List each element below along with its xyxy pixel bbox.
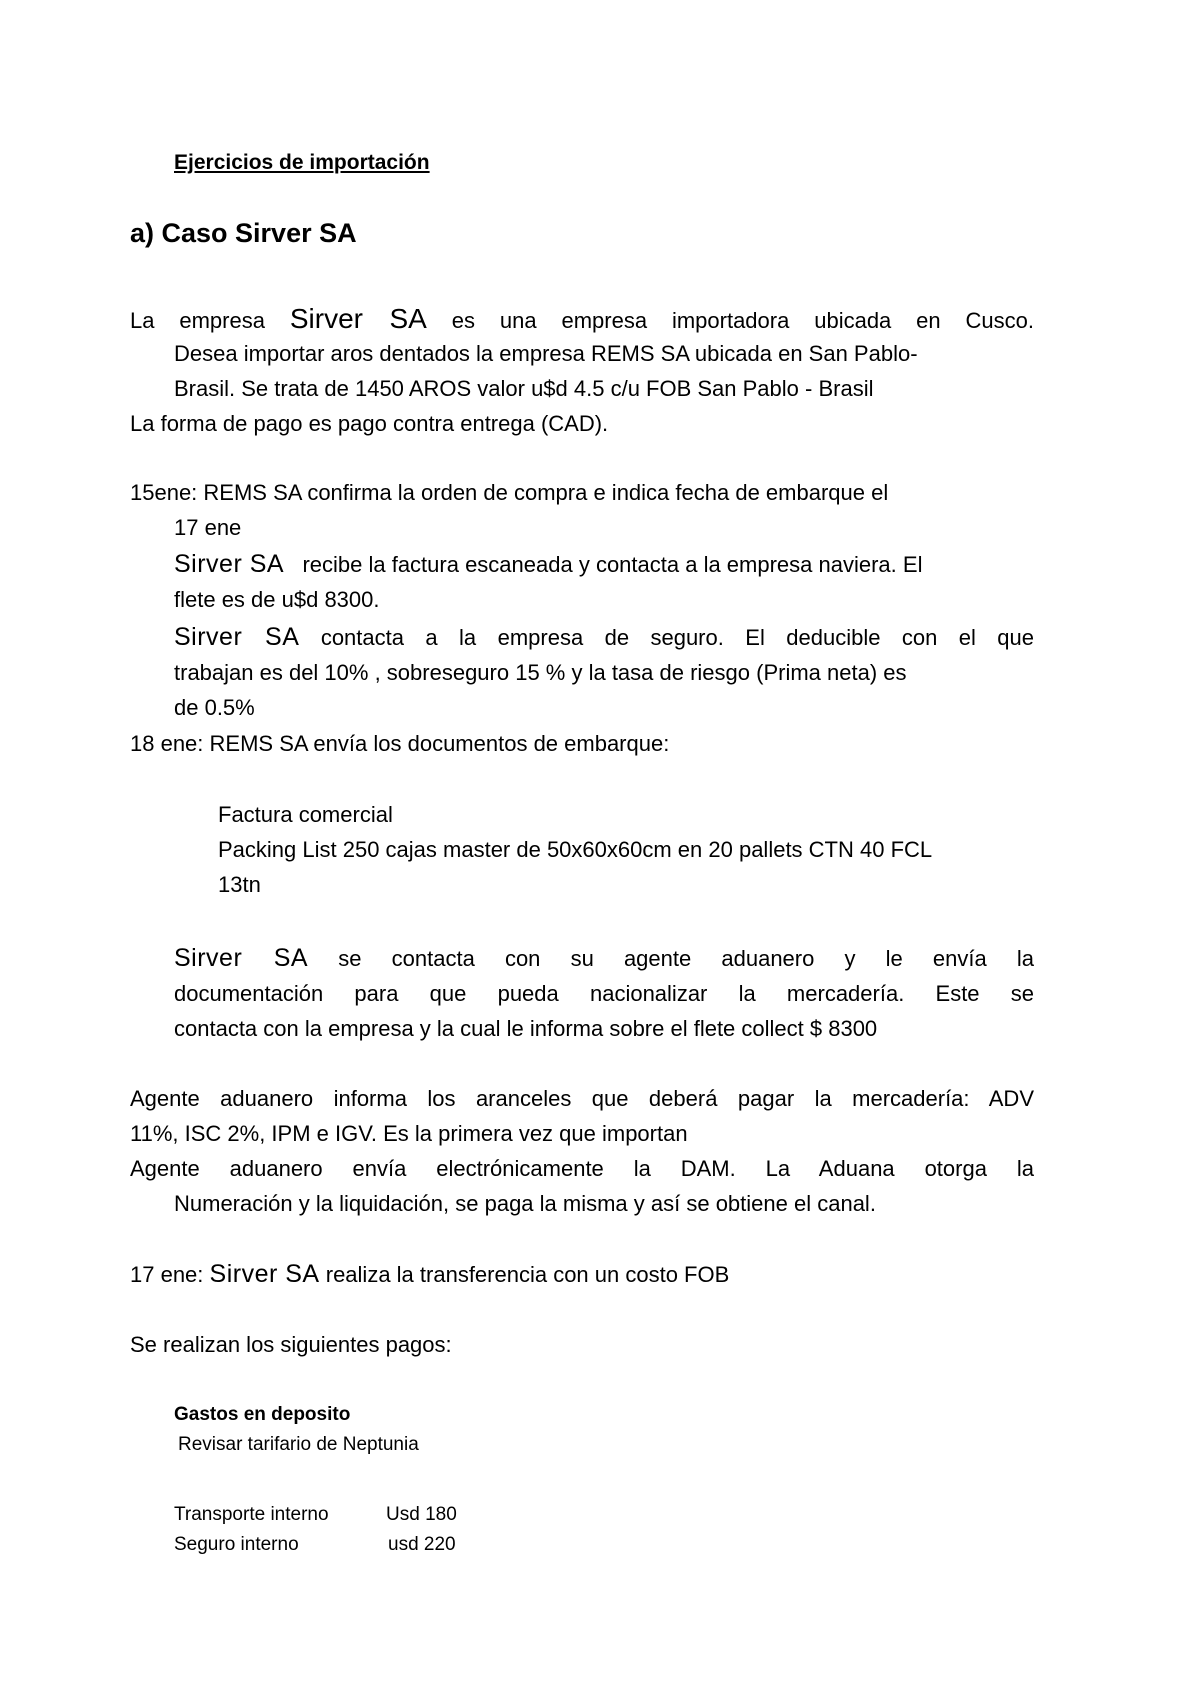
payments-intro: Se realizan los siguientes pagos: (130, 1332, 452, 1357)
company-name: Sirver SA (209, 1260, 320, 1288)
storage-note: Revisar tarifario de Neptunia (178, 1434, 419, 1455)
freight-line-1 (174, 547, 922, 582)
insurance-line-1 (174, 620, 1034, 655)
agent-line-3: contacta con la empresa y la cual le informa sobre el flete collect $ 8300 (174, 1016, 878, 1041)
cost-amount: Usd 180 (386, 1504, 457, 1525)
storage-title: Gastos en deposito (174, 1404, 351, 1425)
case-heading: a) Caso Sirver SA (130, 218, 357, 248)
tariffs-line-1: Agente aduanero informa los aranceles que deberá pagar la mercadería: ADV (130, 1086, 1034, 1111)
agent-line-2: documentación para que pueda nacionalizar la mercadería. Este se (174, 981, 1034, 1006)
intro-line-2: Desea importar aros dentados la empresa REMS SA ubicada en San Pablo- (174, 341, 918, 366)
freight-text: recibe la factura escaneada y contacta a la empresa naviera. El (302, 552, 923, 577)
jan15-line-1: 15ene: REMS SA confirma la orden de compra e indica fecha de embarque el (130, 480, 889, 505)
tariffs-line-3: Agente aduanero envía electrónicamente la DAM. La Aduana otorga la (130, 1156, 1034, 1181)
company-name: Sirver SA (289, 303, 427, 334)
intro-line-3: Brasil. Se trata de 1450 AROS valor u$d 4.5 c/u FOB San Pablo - Brasil (174, 376, 874, 401)
insurance-line-2: trabajan es del 10% , sobreseguro 15 % y la tasa de riesgo (Prima neta) es (174, 660, 907, 685)
freight-line-2: flete es de u$d 8300. (174, 587, 380, 612)
cost-row (174, 1530, 456, 1560)
cost-label: Transporte interno (174, 1504, 329, 1525)
company-name: Sirver SA (174, 550, 285, 578)
agent-text: se contacta con su agente aduanero y le envía la (338, 946, 1034, 971)
intro-line-4: La forma de pago es pago contra entrega (CAD). (130, 411, 609, 436)
intro-suffix: es una empresa importadora ubicada en Cusco. (451, 308, 1034, 333)
company-name: Sirver SA (174, 623, 300, 651)
tariffs-line-4: Numeración y la liquidación, se paga la misma y así se obtiene el canal. (174, 1191, 876, 1216)
jan15-line-2: 17 ene (174, 515, 242, 540)
cost-row (174, 1500, 457, 1530)
jan17-text: realiza la transferencia con un costo FOB (325, 1262, 730, 1287)
tariffs-line-2: 11%, ISC 2%, IPM e IGV. Es la primera vez que importan (130, 1121, 688, 1146)
intro-prefix: La empresa (130, 308, 265, 333)
jan17-line (130, 1257, 729, 1292)
insurance-text: contacta a la empresa de seguro. El deducible con el que (320, 625, 1034, 650)
agent-line-1 (174, 941, 1034, 976)
jan17-date: 17 ene: (130, 1262, 204, 1287)
doc-packing-list: Packing List 250 cajas master de 50x60x60cm en 20 pallets CTN 40 FCL (218, 837, 933, 862)
company-name: Sirver SA (174, 944, 309, 972)
doc-invoice: Factura comercial (218, 802, 393, 827)
cost-amount: usd 220 (388, 1534, 456, 1555)
cost-label: Seguro interno (174, 1534, 299, 1555)
insurance-line-3: de 0.5% (174, 695, 255, 720)
document-title: Ejercicios de importación (174, 151, 430, 174)
intro-line-1 (130, 301, 1034, 338)
jan18-line-1: 18 ene: REMS SA envía los documentos de embarque: (130, 731, 670, 756)
doc-weight: 13tn (218, 872, 261, 897)
